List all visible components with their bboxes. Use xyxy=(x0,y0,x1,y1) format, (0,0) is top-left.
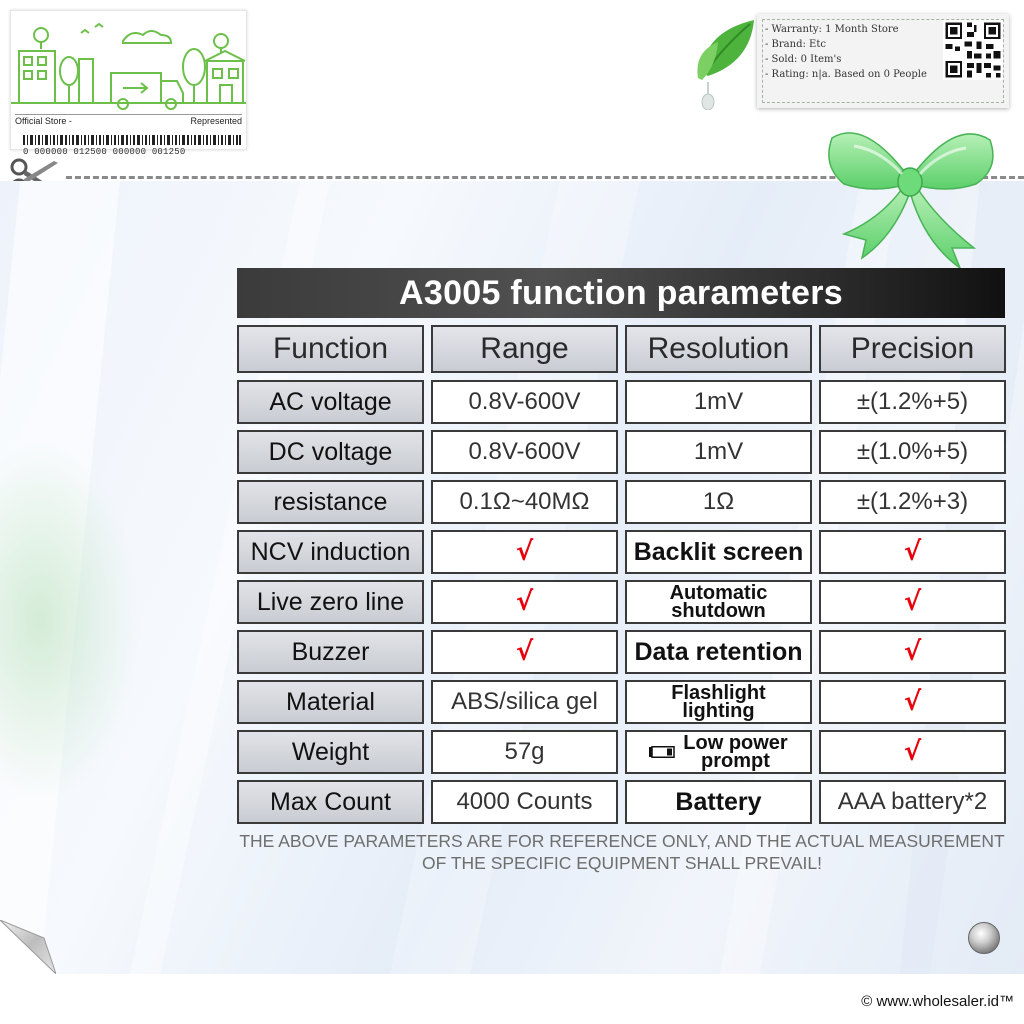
store-badge xyxy=(10,10,247,157)
row-dc-voltage-precision: ±(1.0%+5) xyxy=(819,430,1006,474)
row-weight-resolution xyxy=(625,730,812,774)
row-material-precision-check: √ xyxy=(819,680,1006,724)
panel-green-glow xyxy=(0,441,140,801)
row-ncv-function: NCV induction xyxy=(237,530,424,574)
row-ncv-range-check: √ xyxy=(431,530,618,574)
ribbon-bow-icon xyxy=(824,118,996,270)
row-resistance-resolution: 1Ω xyxy=(625,480,812,524)
disclaimer-line2: OF THE SPECIFIC EQUIPMENT SHALL PREVAIL! xyxy=(421,853,822,873)
footer-copyright: © www.wholesaler.id™ xyxy=(861,993,1014,1010)
row-max-count-range: 4000 Counts xyxy=(431,780,618,824)
row-dc-voltage-resolution: 1mV xyxy=(625,430,812,474)
row-ncv-precision-check: √ xyxy=(819,530,1006,574)
store-official-label: Official Store - xyxy=(15,116,72,126)
store-illustration-icon xyxy=(11,11,246,113)
barcode-numbers: 0 000000 012500 000000 001250 xyxy=(23,147,186,157)
row-live-zero-resolution xyxy=(625,580,812,624)
product-info-card xyxy=(757,14,1009,108)
header-resolution: Resolution xyxy=(625,325,812,373)
flashlight-line1: Flashlight xyxy=(671,682,766,704)
auto-shutdown-line2: shutdown xyxy=(671,600,766,622)
header-range: Range xyxy=(431,325,618,373)
store-labels xyxy=(15,114,242,128)
warranty-text: - Warranty: 1 Month Store xyxy=(765,24,899,35)
row-resistance-range: 0.1Ω~40MΩ xyxy=(431,480,618,524)
row-resistance-function: resistance xyxy=(237,480,424,524)
disclaimer-note xyxy=(237,830,1007,874)
qr-code-icon xyxy=(943,20,1003,80)
row-ac-voltage-precision: ±(1.2%+5) xyxy=(819,380,1006,424)
row-buzzer-precision-check: √ xyxy=(819,630,1006,674)
row-buzzer-range-check: √ xyxy=(431,630,618,674)
row-max-count-resolution: Battery xyxy=(625,780,812,824)
row-weight-function: Weight xyxy=(237,730,424,774)
rating-text: - Rating: n|a. Based on 0 People xyxy=(765,69,927,80)
header-function: Function xyxy=(237,325,424,373)
barcode-icon xyxy=(23,135,241,145)
row-ac-voltage-resolution: 1mV xyxy=(625,380,812,424)
row-material-function: Material xyxy=(237,680,424,724)
header-precision: Precision xyxy=(819,325,1006,373)
store-represented-label: Represented xyxy=(190,116,242,126)
row-max-count-precision: AAA battery*2 xyxy=(819,780,1006,824)
row-ncv-resolution: Backlit screen xyxy=(625,530,812,574)
leaf-icon xyxy=(694,12,760,110)
battery-low-icon xyxy=(649,746,675,758)
row-live-zero-precision-check: √ xyxy=(819,580,1006,624)
info-lines xyxy=(765,22,927,82)
row-live-zero-range-check: √ xyxy=(431,580,618,624)
row-material-resolution xyxy=(625,680,812,724)
disclaimer-line1: THE ABOVE PARAMETERS ARE FOR REFERENCE ONLY, AND THE ACTUAL MEASUREMENT xyxy=(239,831,1005,851)
flashlight-line2: lighting xyxy=(682,700,755,722)
row-resistance-precision: ±(1.2%+3) xyxy=(819,480,1006,524)
row-weight-precision-check: √ xyxy=(819,730,1006,774)
row-max-count-function: Max Count xyxy=(237,780,424,824)
row-ac-voltage-range: 0.8V-600V xyxy=(431,380,618,424)
title-bar xyxy=(237,268,1005,318)
low-power-line1: Low power xyxy=(683,732,788,754)
row-ac-voltage-function: AC voltage xyxy=(237,380,424,424)
sold-text: - Sold: 0 Item's xyxy=(765,54,842,65)
row-dc-voltage-range: 0.8V-600V xyxy=(431,430,618,474)
row-buzzer-resolution: Data retention xyxy=(625,630,812,674)
row-weight-range: 57g xyxy=(431,730,618,774)
row-dc-voltage-function: DC voltage xyxy=(237,430,424,474)
low-power-text xyxy=(683,734,787,770)
low-power-line2: prompt xyxy=(701,750,770,772)
page-curl-icon xyxy=(0,920,56,974)
brand-text: - Brand: Etc xyxy=(765,39,826,50)
metal-pin-icon xyxy=(968,922,1000,954)
row-live-zero-function: Live zero line xyxy=(237,580,424,624)
auto-shutdown-line1: Automatic xyxy=(669,582,768,604)
row-buzzer-function: Buzzer xyxy=(237,630,424,674)
row-material-range: ABS/silica gel xyxy=(431,680,618,724)
page-title: A3005 function parameters xyxy=(399,273,843,312)
